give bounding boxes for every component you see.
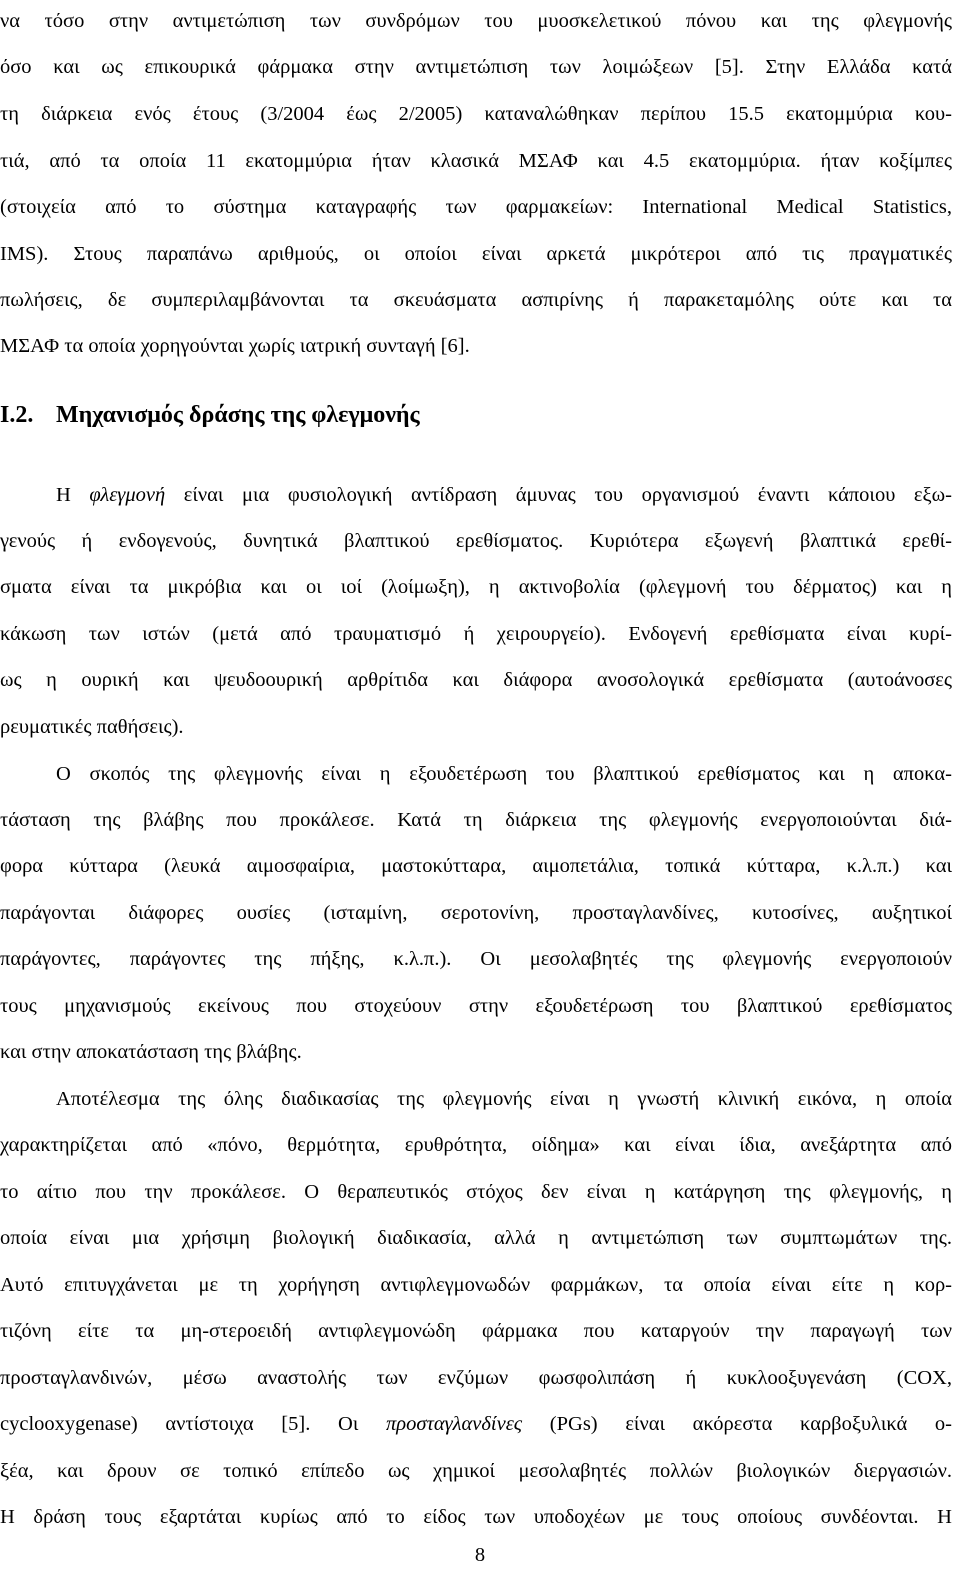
- paragraph-2-line-4: κάκωση των ιστών (μετά από τραυματισμό ή χειρουργείο). Ενδογενή ερεθίσματα είναι κυρί-: [0, 623, 952, 645]
- paragraph-1-line-1: να τόσο στην αντιμετώπιση των συνδρόμων του μυοσκελετικού πόνου και της φλεγμονής: [0, 10, 952, 32]
- section-title: Μηχανισμός δράσης της φλεγμονής: [56, 402, 420, 428]
- paragraph-4-line-4: οποία είναι μια χρήσιμη βιολογική διαδικασία, αλλά η αντιμετώπιση των συμπτωμάτων της.: [0, 1227, 952, 1249]
- paragraph-3-line-3: φορα κύτταρα (λευκά αιμοσφαίρια, μαστοκύτταρα, αιμοπετάλια, τοπικά κύτταρα, κ.λ.π.) και: [0, 855, 952, 877]
- paragraph-4-line-5: Αυτό επιτυγχάνεται με τη χορήγηση αντιφλεγμονωδών φαρμάκων, τα οποία είναι είτε η κορ-: [0, 1274, 952, 1296]
- paragraph-4-line-8: [0, 1401, 952, 1447]
- paragraph-1-line-6: IMS). Στους παραπάνω αριθμούς, οι οποίοι είναι αρκετά μικρότεροι από τις πραγματικές: [0, 243, 952, 265]
- paragraph-2-line-5: ως η ουρική και ψευδοουρική αρθρίτιδα και διάφορα ανοσολογικά ερεθίσματα (αυτοάνοσες: [0, 669, 952, 691]
- paragraph-1-line-4: τιά, από τα οποία 11 εκατομμύρια ήταν κλασικά ΜΣΑΦ και 4.5 εκατομμύρια. ήταν κοξίμπες: [0, 150, 952, 172]
- term-prostaglandins: προσταγλανδίνες: [386, 1413, 523, 1435]
- paragraph-4-line-2: χαρακτηρίζεται από «πόνο, θερμότητα, ερυθρότητα, οίδημα» και είναι ίδια, ανεξάρτητα από: [0, 1134, 952, 1156]
- page-number: 8: [474, 1544, 486, 1566]
- paragraph-2-line-2: γενούς ή ενδογενούς, δυνητικά βλαπτικού ερεθίσματος. Κυριότερα εξωγενή βλαπτικά ερεθί-: [0, 530, 952, 552]
- paragraph-3-line-7: και στην αποκατάσταση της βλάβης.: [0, 1041, 302, 1063]
- paragraph-1-line-7: πωλήσεις, δε συμπεριλαμβάνονται τα σκευάσματα ασπιρίνης ή παρακεταμόλης ούτε και τα: [0, 289, 952, 311]
- paragraph-4-line-1: Αποτέλεσμα της όλης διαδικασίας της φλεγμονής είναι η γνωστή κλινική εικόνα, η οποία: [56, 1088, 952, 1110]
- paragraph-4-line-6: τιζόνη είτε τα μη-στεροειδή αντιφλεγμονώδη φάρμακα που καταργούν την παραγωγή των: [0, 1320, 952, 1342]
- paragraph-4-line-3: το αίτιο που την προκάλεσε. Ο θεραπευτικός στόχος δεν είναι η κατάργηση της φλεγμονής, η: [0, 1181, 952, 1203]
- paragraph-3-line-6: τους μηχανισμούς εκείνους που στοχεύουν στην εξουδετέρωση του βλαπτικού ερεθίσματος: [0, 995, 952, 1017]
- paragraph-3-line-5: παράγοντες, παράγοντες της πήξης, κ.λ.π.). Οι μεσολαβητές της φλεγμονής ενεργοποιούν: [0, 948, 952, 970]
- paragraph-2-line-1: [0, 472, 952, 518]
- paragraph-4-text: (PGs) είναι ακόρεστα καρβοξυλικά ο-: [522, 1413, 952, 1435]
- paragraph-2-line-3: σματα είναι τα μικρόβια και οι ιοί (λοίμωξη), η ακτινοβολία (φλεγμονή του δέρματος) και η: [0, 576, 952, 598]
- paragraph-2-line-6: ρευματικές παθήσεις).: [0, 716, 184, 738]
- paragraph-4-line-10: Η δράση τους εξαρτάται κυρίως από το είδος των υποδοχέων με τους οποίους συνδέονται. Η: [0, 1506, 952, 1528]
- paragraph-1-line-5: (στοιχεία από το σύστημα καταγραφής των φαρμακείων: International Medical Statistics,: [0, 196, 952, 218]
- paragraph-4-line-7: προσταγλανδινών, μέσω αναστολής των ενζύμων φωσφολιπάση ή κυκλοοξυγενάση (COX,: [0, 1367, 952, 1389]
- paragraph-1-line-3: τη διάρκεια ενός έτους (3/2004 έως 2/2005) καταναλώθηκαν περίπου 15.5 εκατομμύρια κου-: [0, 103, 952, 125]
- paragraph-3-line-1: Ο σκοπός της φλεγμονής είναι η εξουδετέρωση του βλαπτικού ερεθίσματος και η αποκα-: [56, 763, 952, 785]
- section-number: Ι.2.: [0, 402, 34, 428]
- paragraph-4-line-9: ξέα, και δρουν σε τοπικό επίπεδο ως χημικοί μεσολαβητές πολλών βιολογικών διεργασιών.: [0, 1460, 952, 1482]
- paragraph-2-text: Η: [56, 484, 90, 506]
- term-inflammation: φλεγμονή: [89, 484, 166, 506]
- paragraph-1-line-2: όσο και ως επικουρικά φάρμακα στην αντιμετώπιση των λοιμώξεων [5]. Στην Ελλάδα κατά: [0, 56, 952, 78]
- paragraph-4-text: cycloοxygenase) αντίστοιχα [5]. Οι: [0, 1413, 387, 1435]
- section-heading: [0, 392, 420, 438]
- paragraph-1-line-8: ΜΣΑΦ τα οποία χορηγούνται χωρίς ιατρική συνταγή [6].: [0, 335, 470, 357]
- paragraph-3-line-2: τάσταση της βλάβης που προκάλεσε. Κατά τη διάρκεια της φλεγμονής ενεργοποιούνται διά-: [0, 809, 952, 831]
- paragraph-2-text: είναι μια φυσιολογική αντίδραση άμυνας του οργανισμού έναντι κάποιου εξω-: [165, 484, 953, 506]
- paragraph-3-line-4: παράγονται διάφορες ουσίες (ισταμίνη, σεροτονίνη, προσταγλανδίνες, κυτοσίνες, αυξητικοί: [0, 902, 952, 924]
